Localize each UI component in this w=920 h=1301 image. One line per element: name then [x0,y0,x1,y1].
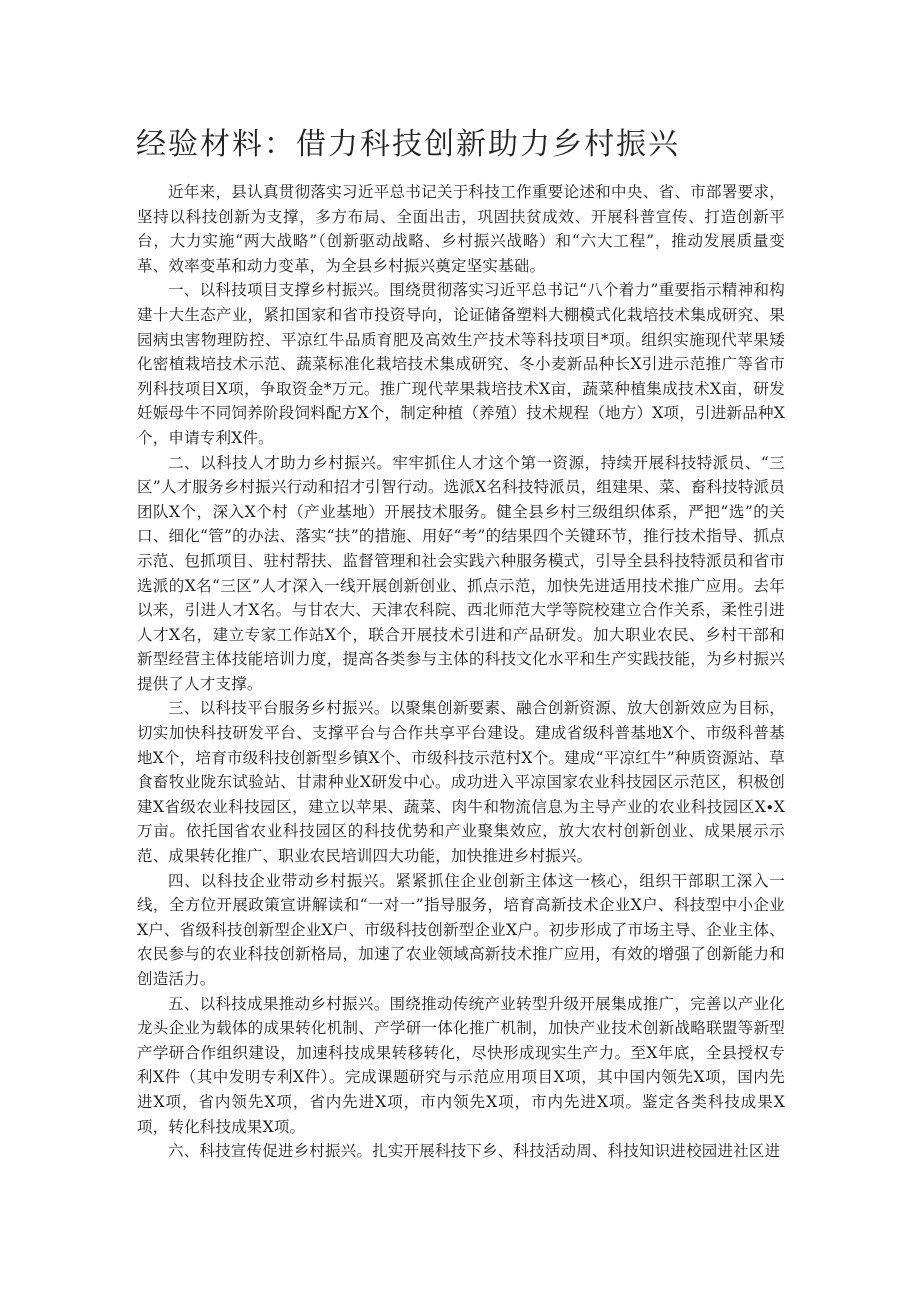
paragraph-section-3: 三、以科技平台服务乡村振兴。以聚集创新要素、融合创新资源、放大创新效应为目标，切实加快科技研发平台、支撑平台与合作共享平台建设。建成省级科普基地X个、市级科普基地X个，培育市级科技创新型乡镇X个、市级科技示范村X个。建成“平凉红牛”种质资源站、草食畜牧业陇东试验站、甘肃种业X研发中心。成功进入平凉国家农业科技园区示范区，积极创建X省级农业科技园区，建立以苹果、蔬菜、肉牛和物流信息为主导产业的农业科技园区X∙X万亩。依托国省农业科技园区的科技优势和产业聚集效应，放大农村创新创业、成果展示示范、成果转化推广、职业农民培训四大功能，加快推进乡村振兴。 [137,699,785,866]
document-title: 经验材料：借力科技创新助力乡村振兴 [136,127,680,162]
document-body [137,180,785,1164]
paragraph-section-1: 一、以科技项目支撑乡村振兴。围绕贯彻落实习近平总书记“八个着力”重要指示精神和构建十大生态产业，紧扣国家和省市投资导向，论证储备塑料大棚模式化栽培技术集成研究、果园病虫害物理防控、平凉红牛品质育肥及高效生产技术等科技项目*项。组织实施现代苹果矮化密植栽培技术示范、蔬菜标准化栽培技术集成研究、冬小麦新品种长X引进示范推广等省市列科技项目X项，争取资金*万元。推广现代苹果栽培技术X亩，蔬菜种植集成技术X亩，研发妊娠母牛不同饲养阶段饲料配方X个，制定种植（养殖）技术规程（地方）X项，引进新品种X个，申请专利X件。 [137,281,785,447]
paragraph-section-2: 二、以科技人才助力乡村振兴。牢牢抓住人才这个第一资源，持续开展科技特派员、“三区”人才服务乡村振兴行动和招才引智行动。选派X名科技特派员，组建果、菜、畜科技特派员团队X个，深入X个村（产业基地）开展技术服务。健全县乡村三级组织体系，严把“选”的关口、细化“管”的办法、落实“扶”的措施、用好“考”的结果四个关键环节，推行技术指导、抓点示范、包抓项目、驻村帮扶、监督管理和社会实践六种服务模式，引导全县科技特派员和省市选派的X名“三区”人才深入一线开展创新创业、抓点示范，加快先进适用技术推广应用。去年以来，引进人才X名。与甘农大、天津农科院、西北师范大学等院校建立合作关系，柔性引进人才X名，建立专家工作站X个，联合开展技术引进和产品研发。加大职业农民、乡村干部和新型经营主体技能培训力度，提高各类参与主体的科技文化水平和生产实践技能，为乡村振兴提供了人才支撑。 [137,453,785,693]
paragraph-section-6: 六、科技宣传促进乡村振兴。扎实开展科技下乡、科技活动周、科技知识进校园进社区进 [168,1142,781,1161]
paragraph-section-5: 五、以科技成果推动乡村振兴。围绕推动传统产业转型升级开展集成推广，完善以产业化龙头企业为载体的成果转化机制、产学研一体化推广机制，加快产业技术创新战略联盟等新型产学研合作组织建设，加速科技成果转移转化，尽快形成现实生产力。至X年底，全县授权专利X件（其中发明专利X件）。完成课题研究与示范应用项目X项，其中国内领先X项，国内先进X项，省内领先X项，省内先进X项，市内领先X项，市内先进X项。鉴定各类科技成果X项，转化科技成果X项。 [137,994,785,1136]
paragraph-intro: 近年来，县认真贯彻落实习近平总书记关于科技工作重要论述和中央、省、市部署要求，坚持以科技创新为支撑，多方布局、全面出击，巩固扶贫成效、开展科普宣传、打造创新平台，大力实施“两大战略”（创新驱动战略、乡村振兴战略）和“六大工程”，推动发展质量变革、效率变革和动力变革，为全县乡村振兴奠定坚实基础。 [137,183,785,275]
paragraph-section-4: 四、以科技企业带动乡村振兴。紧紧抓住企业创新主体这一核心，组织干部职工深入一线，全方位开展政策宣讲解读和“一对一”指导服务，培育高新技术企业X户、科技型中小企业X户、省级科技创新型企业X户、市级科技创新型企业X户。初步形成了市场主导、企业主体、农民参与的农业科技创新格局，加速了农业领域高新技术推广应用，有效的增强了创新能力和创造活力。 [137,871,785,988]
